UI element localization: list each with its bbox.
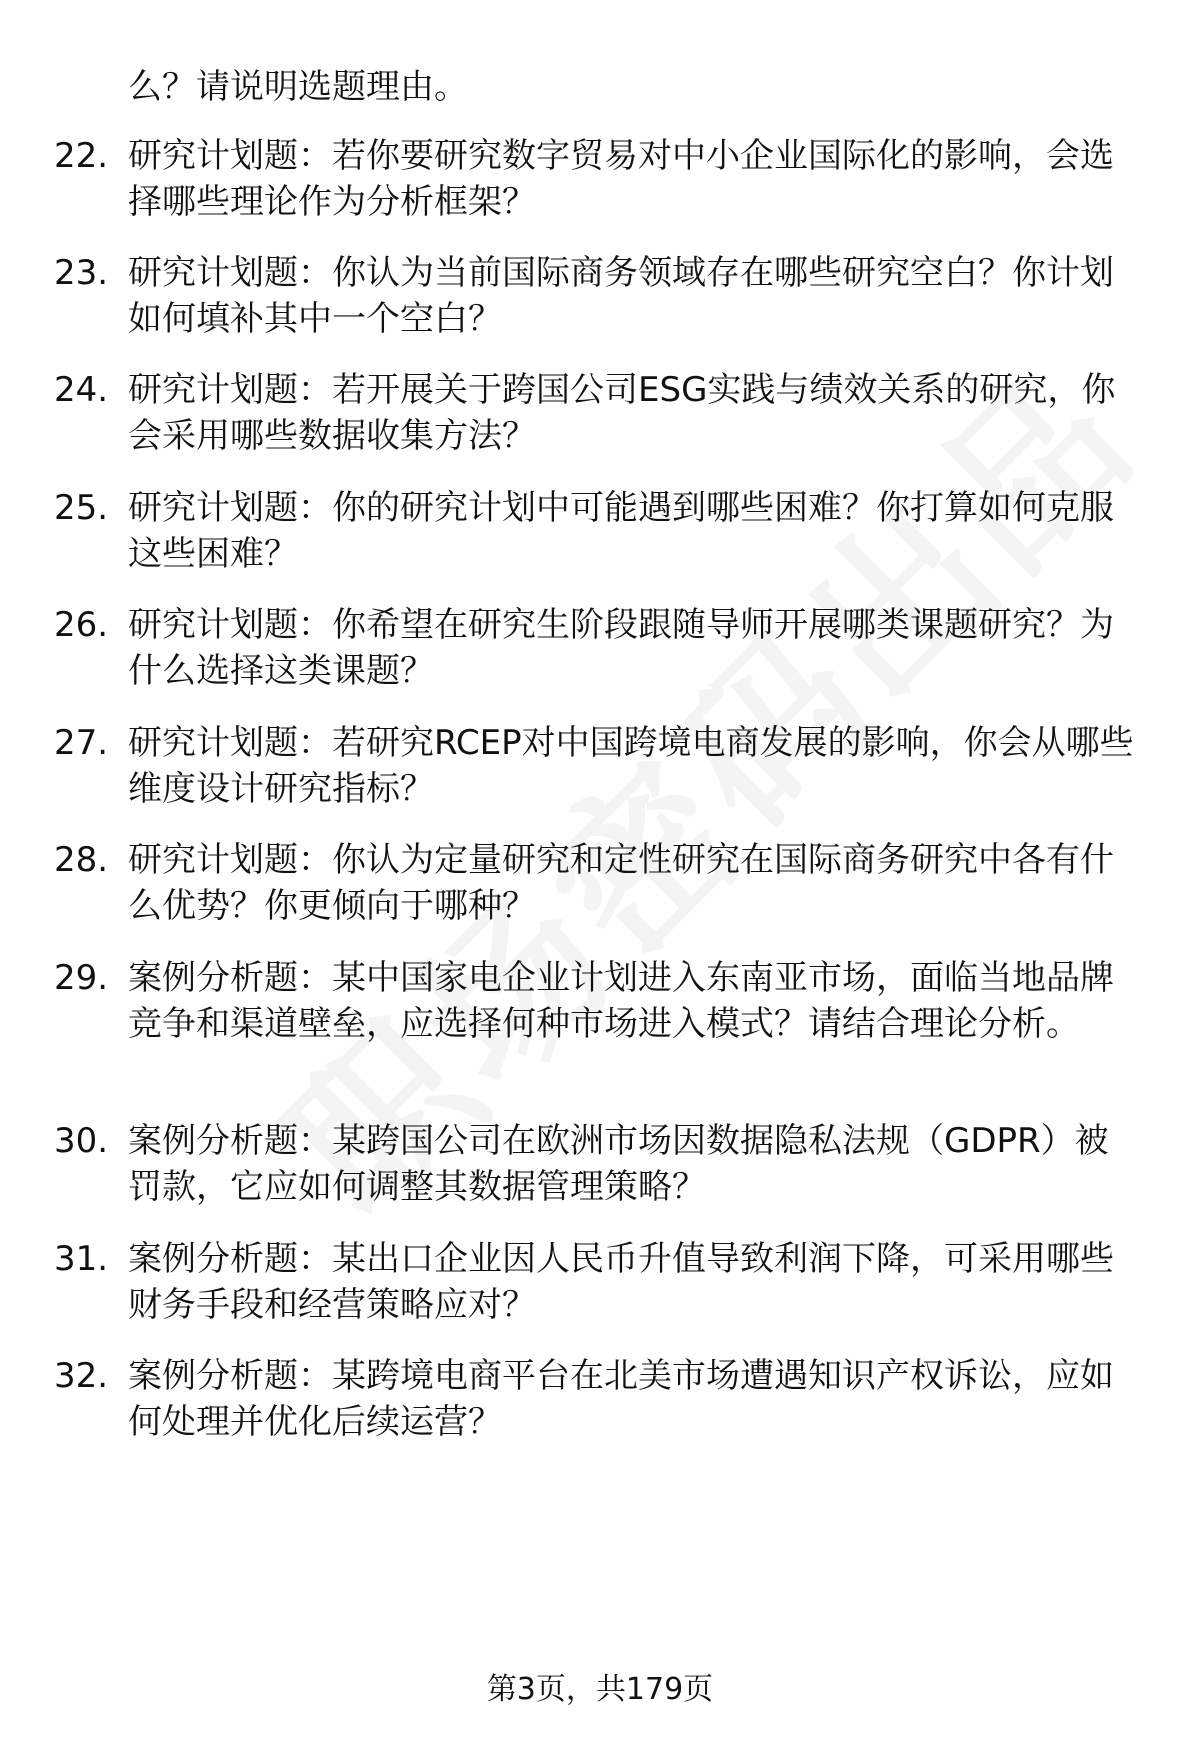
question-number: 29. xyxy=(54,958,109,998)
question-text: 案例分析题：某跨境电商平台在北美市场遭遇知识产权诉讼，应如何处理并优化后续运营？ xyxy=(128,1356,1114,1442)
question-number: 27. xyxy=(54,723,109,763)
question-number: 25. xyxy=(54,488,109,528)
question-number: 31. xyxy=(54,1239,109,1279)
question-text: 研究计划题：你希望在研究生阶段跟随导师开展哪类课题研究？为什么选择这类课题？ xyxy=(128,605,1114,691)
question-text: 案例分析题：某中国家电企业计划进入东南亚市场，面临当地品牌竞争和渠道壁垒，应选择何种市场进入模式？请结合理论分析。 xyxy=(128,958,1114,1044)
continued-question-text: 么？请说明选题理由。 xyxy=(128,67,468,107)
question-text: 研究计划题：若你要研究数字贸易对中小企业国际化的影响，会选择哪些理论作为分析框架？ xyxy=(128,136,1114,222)
question-text: 研究计划题：若研究RCEP对中国跨境电商发展的影响，你会从哪些维度设计研究指标？ xyxy=(128,723,1134,809)
question-number: 23. xyxy=(54,253,109,293)
question-text: 案例分析题：某出口企业因人民币升值导致利润下降，可采用哪些财务手段和经营策略应对？ xyxy=(128,1239,1114,1325)
question-text: 研究计划题：你认为当前国际商务领域存在哪些研究空白？你计划如何填补其中一个空白？ xyxy=(128,253,1114,339)
question-number: 22. xyxy=(54,136,109,176)
question-text: 研究计划题：你认为定量研究和定性研究在国际商务研究中各有什么优势？你更倾向于哪种？ xyxy=(128,840,1114,926)
question-number: 26. xyxy=(54,605,109,645)
question-number: 24. xyxy=(54,370,109,410)
question-number: 30. xyxy=(54,1121,109,1161)
question-number: 32. xyxy=(54,1356,109,1396)
question-text: 研究计划题：你的研究计划中可能遇到哪些困难？你打算如何克服这些困难？ xyxy=(128,488,1114,574)
question-text: 案例分析题：某跨国公司在欧洲市场因数据隐私法规（GDPR）被罚款，它应如何调整其数据管理策略？ xyxy=(128,1121,1109,1207)
question-number: 28. xyxy=(54,840,109,880)
page-footer: 第3页，共179页 xyxy=(486,1672,714,1707)
question-text: 研究计划题：若开展关于跨国公司ESG实践与绩效关系的研究，你会采用哪些数据收集方法？ xyxy=(128,370,1116,456)
